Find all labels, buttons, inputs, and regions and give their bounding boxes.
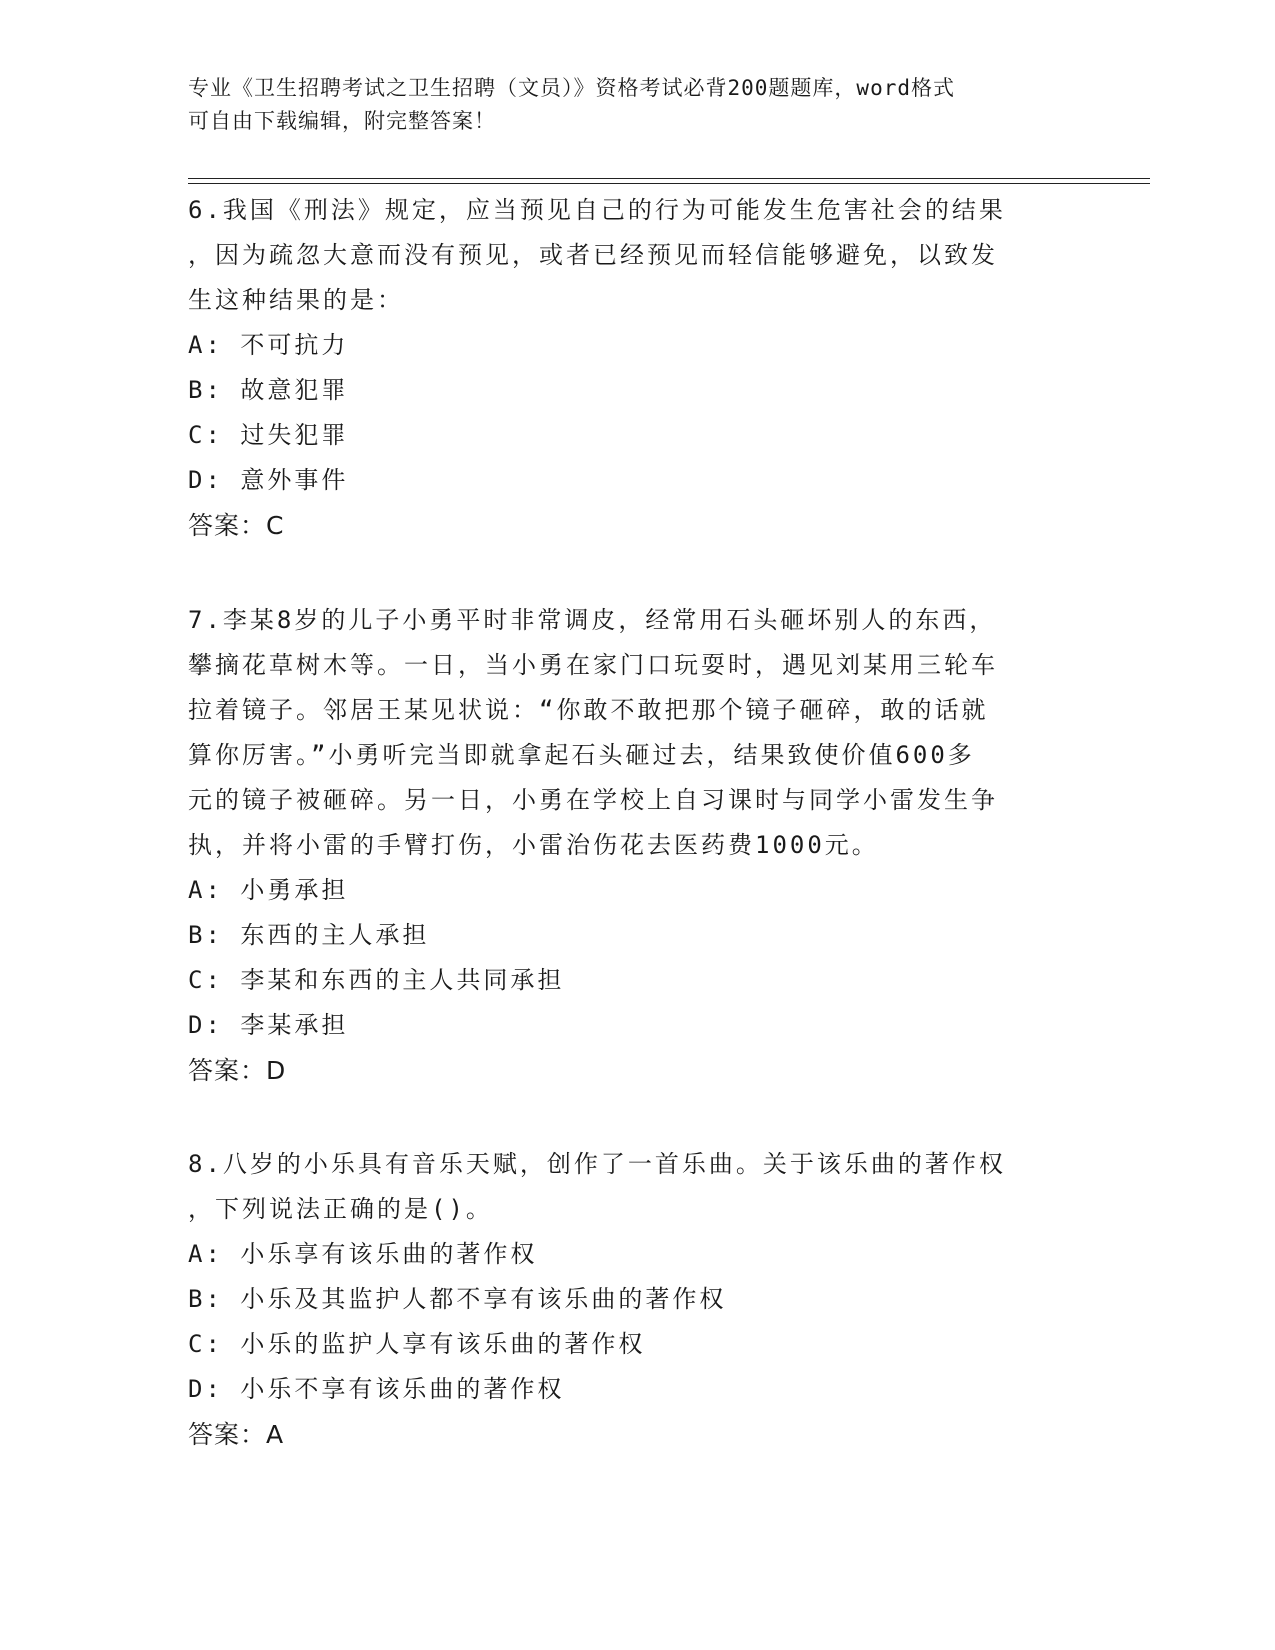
option-d: D: 李某承担	[188, 1011, 349, 1039]
question-stem-line: 算你厉害。”小勇听完当即就拿起石头砸过去，结果致使价值600多	[188, 741, 975, 769]
header-line-1: 专业《卫生招聘考试之卫生招聘（文员）》资格考试必背200题题库，word格式	[188, 76, 955, 100]
question-7	[188, 598, 1068, 1093]
question-8	[188, 1142, 1068, 1457]
answer: 答案：A	[188, 1420, 285, 1449]
question-stem-line: 元的镜子被砸碎。另一日，小勇在学校上自习课时与同学小雷发生争	[188, 786, 998, 814]
option-d: D: 小乐不享有该乐曲的著作权	[188, 1375, 565, 1403]
header-line-2: 可自由下载编辑，附完整答案！	[188, 109, 496, 133]
question-stem-line: 拉着镜子。邻居王某见状说：“你敢不敢把那个镜子砸碎，敢的话就	[188, 696, 989, 724]
option-b: B: 故意犯罪	[188, 376, 349, 404]
option-b: B: 小乐及其监护人都不享有该乐曲的著作权	[188, 1285, 727, 1313]
header-divider-top	[188, 178, 1150, 179]
option-b: B: 东西的主人承担	[188, 921, 430, 949]
header-divider-bottom	[188, 183, 1150, 184]
option-c: C: 过失犯罪	[188, 421, 349, 449]
answer: 答案：C	[188, 511, 285, 540]
option-a: A: 小勇承担	[188, 876, 349, 904]
question-stem-line: 执，并将小雷的手臂打伤，小雷治伤花去医药费1000元。	[188, 831, 879, 859]
document-header	[188, 72, 1068, 138]
option-a: A: 不可抗力	[188, 331, 349, 359]
option-a: A: 小乐享有该乐曲的著作权	[188, 1240, 538, 1268]
question-stem-line: 生这种结果的是：	[188, 286, 404, 314]
question-stem-line: 6.我国《刑法》规定，应当预见自己的行为可能发生危害社会的结果	[188, 196, 1006, 224]
question-stem-line: 7.李某8岁的儿子小勇平时非常调皮，经常用石头砸坏别人的东西，	[188, 606, 997, 634]
answer: 答案：D	[188, 1056, 287, 1085]
question-6	[188, 188, 1068, 548]
question-stem-line: 8.八岁的小乐具有音乐天赋，创作了一首乐曲。关于该乐曲的著作权	[188, 1150, 1006, 1178]
question-stem-line: ，下列说法正确的是()。	[188, 1195, 493, 1223]
question-stem-line: 攀摘花草树木等。一日，当小勇在家门口玩耍时，遇见刘某用三轮车	[188, 651, 998, 679]
option-c: C: 小乐的监护人享有该乐曲的著作权	[188, 1330, 646, 1358]
question-stem-line: ，因为疏忽大意而没有预见，或者已经预见而轻信能够避免，以致发	[188, 241, 998, 269]
option-d: D: 意外事件	[188, 466, 349, 494]
option-c: C: 李某和东西的主人共同承担	[188, 966, 565, 994]
